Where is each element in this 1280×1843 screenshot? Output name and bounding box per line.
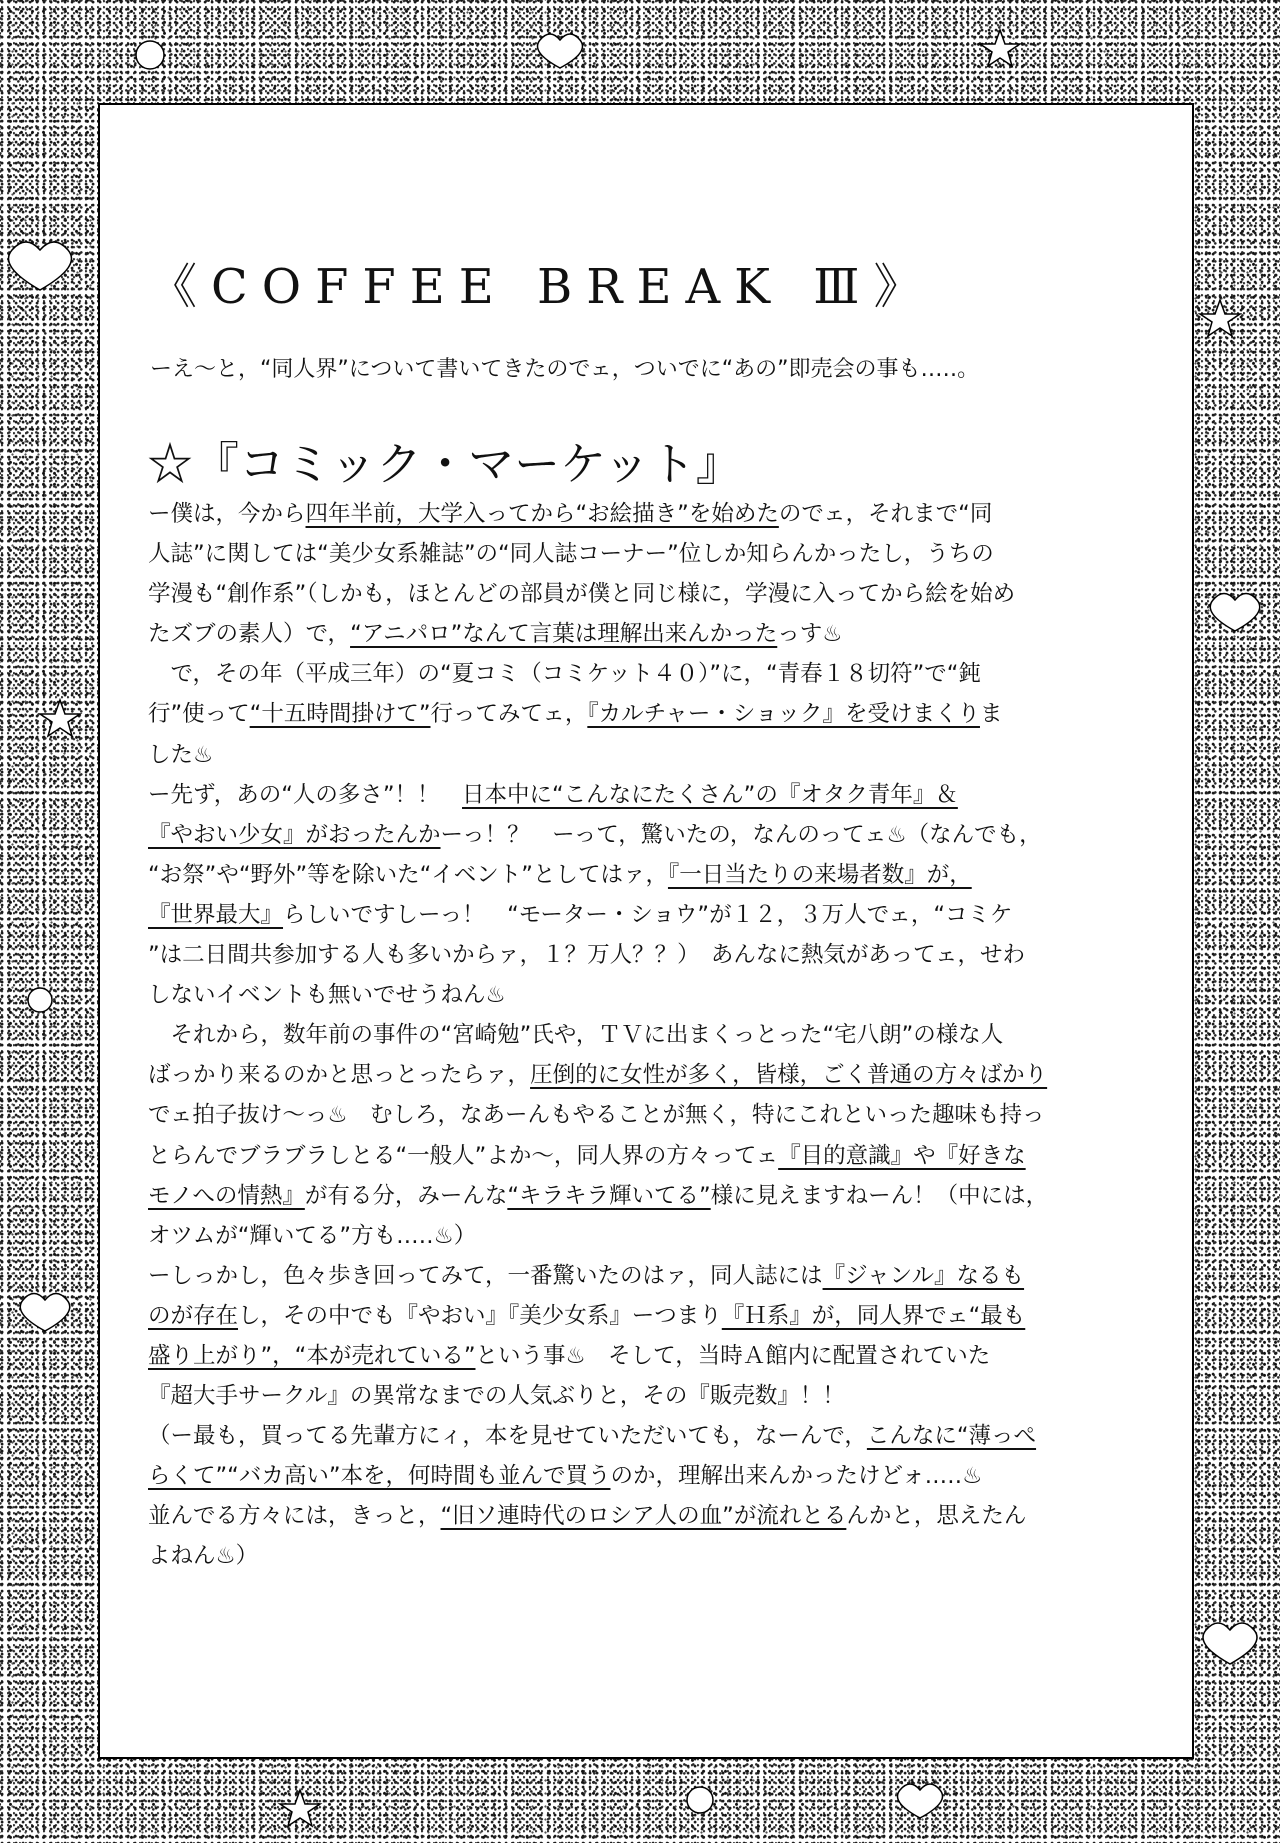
underlined-text: こんなに“薄っぺ	[866, 1423, 1037, 1450]
text-line	[148, 534, 1138, 574]
text-line	[148, 735, 1138, 775]
text-segment: とらんでブラブラしとる“一般人”よか～，同人界の方々ってェ	[148, 1142, 779, 1169]
text-line	[148, 775, 1138, 815]
text-segment: たズブの素人）で，	[148, 621, 351, 648]
text-segment: 『超大手サークル』の異常なまでの人気ぶりと，その『販売数』！！	[148, 1383, 845, 1410]
text-line	[148, 1416, 1138, 1456]
text-line	[148, 935, 1138, 975]
underlined-text: らくて”“バカ高い”本を，何時間も並んで買う	[148, 1463, 611, 1490]
text-segment: ま	[979, 701, 1003, 728]
text-line	[148, 1456, 1138, 1496]
text-segment: よねん♨）	[148, 1543, 259, 1570]
text-line	[148, 654, 1138, 694]
text-line	[148, 895, 1138, 935]
underlined-text: 『Ｈ系』が，同人界でェ“最も	[721, 1302, 1026, 1329]
underlined-text: “アニパロ”なんて言葉は理解出来んかった	[350, 621, 778, 648]
text-segment: っす♨	[777, 621, 843, 648]
text-segment: ーっ！？ ーって，驚いたの，なんのってェ♨（なんでも，	[440, 821, 1042, 848]
text-line	[148, 1015, 1138, 1055]
underlined-text: “旧ソ連時代のロシア人の血”が流れとる	[440, 1503, 847, 1530]
text-segment: 学漫も“創作系”（しかも，ほとんどの部員が僕と同じ様に，学漫に入ってから絵を始め	[148, 581, 1016, 608]
text-line	[148, 574, 1138, 614]
text-segment: んかと，思えたん	[846, 1503, 1027, 1530]
underlined-text: モノへの情熱』	[148, 1182, 305, 1209]
text-segment: でェ拍子抜け～っ♨ むしろ，なあーんもやることが無く，特にこれといった趣味も持っ	[148, 1102, 1045, 1129]
text-segment: オツムが“輝いてる”方も…‥♨）	[148, 1222, 477, 1249]
text-segment: で，その年（平成三年）の“夏コミ（コミケット４０）”に，“青春１８切符”で“鈍	[148, 661, 981, 688]
text-line	[148, 1136, 1138, 1176]
text-line	[148, 1256, 1138, 1296]
text-line	[148, 1496, 1138, 1536]
text-segment: という事♨ そして，当時Ａ館内に配置されていた	[475, 1342, 991, 1369]
text-segment: し，その中でも『やおい』『美少女系』ーつまり	[238, 1302, 722, 1329]
underlined-text: のが存在	[148, 1302, 239, 1329]
text-line	[148, 1176, 1138, 1216]
text-line	[148, 855, 1138, 895]
underlined-text: “十五時間掛けて”	[249, 701, 431, 728]
section-heading: ☆『コミック・マーケット』	[147, 437, 742, 491]
text-segment: ーしっかし，色々歩き回ってみて，一番驚いたのはァ，同人誌には	[148, 1262, 823, 1289]
text-segment: した♨	[148, 741, 214, 768]
text-segment: それから，数年前の事件の“宮崎勉”氏や，ＴＶに出まくっとった“宅八朗”の様な人	[148, 1022, 1004, 1049]
text-segment: ー僕は，今から	[148, 501, 306, 527]
text-line	[148, 1055, 1138, 1095]
underlined-text: 『目的意識』や『好きな	[778, 1142, 1026, 1169]
article-body	[148, 494, 1138, 1577]
text-line	[148, 975, 1138, 1015]
underlined-text: 『世界最大』	[148, 901, 284, 928]
underlined-text: 圧倒的に女性が多く，皆様，ごく普通の方々ばかり	[530, 1062, 1048, 1089]
text-segment: 人誌”に関しては“美少女系雑誌”の“同人誌コーナー”位しか知らんかったし，うちの	[148, 541, 994, 568]
text-line	[148, 1336, 1138, 1376]
text-line	[148, 494, 1138, 534]
text-segment: 行”使って	[148, 701, 250, 728]
text-segment: ”は二日間共参加する人も多いからァ，１？万人？？） あんなに熱気があってェ，せわ	[148, 942, 1026, 969]
text-segment: ー先ず，あの“人の多さ”！！	[148, 781, 463, 808]
underlined-text: 『やおい少女』がおったんか	[148, 821, 441, 848]
text-segment: 様に見えますねーん！（中には，	[710, 1182, 1049, 1209]
text-line	[148, 1536, 1138, 1576]
underlined-text: “キラキラ輝いてる”	[507, 1182, 711, 1209]
text-line	[148, 1216, 1138, 1256]
text-segment: しないイベントも無いでせうねん♨	[148, 982, 506, 1009]
underlined-text: 『カルチャー・ショック』を受けまくり	[587, 701, 980, 728]
underlined-text: 『一日当たりの来場者数』が，	[667, 861, 972, 888]
text-line	[148, 815, 1138, 855]
text-segment: が有る分，みーんな	[304, 1182, 508, 1209]
text-line	[148, 694, 1138, 734]
text-segment: （ー最も，買ってる先輩方にィ，本を見せていただいても，なーんで，	[148, 1423, 867, 1450]
underlined-text: 日本中に“こんなにたくさん”の『オタク青年』＆	[462, 781, 958, 808]
text-line	[148, 1376, 1138, 1416]
text-segment: ばっかり来るのかと思っとったらァ，	[148, 1062, 531, 1089]
text-segment: のでェ，それまで“同	[778, 501, 993, 527]
text-segment: 行ってみてェ，	[430, 701, 588, 728]
underlined-text: 盛り上がり”，“本が売れている”	[148, 1342, 476, 1369]
underlined-text: 四年半前，大学入ってから“お絵描き”を始めた	[305, 501, 779, 527]
text-segment: らしいですしーっ！ “モーター・ショウ”が１２，３万人でェ，“コミケ	[283, 901, 1013, 928]
text-segment: “お祭”や“野外”等を除いた“イベント”としてはァ，	[148, 861, 668, 888]
text-segment: のか，理解出来んかったけどォ…‥♨	[610, 1463, 983, 1490]
text-segment: 並んでる方々には，きっと，	[148, 1503, 441, 1530]
text-line	[148, 614, 1138, 654]
intro-line: ーえ～と，“同人界”について書いてきたのでェ，ついでに“あの”即売会の事も…‥。	[150, 357, 980, 382]
text-line	[148, 1095, 1138, 1135]
page-title: 《COFFEE BREAK Ⅲ》	[149, 259, 936, 315]
underlined-text: 『ジャンル』なるも	[822, 1262, 1025, 1289]
text-line	[148, 1296, 1138, 1336]
